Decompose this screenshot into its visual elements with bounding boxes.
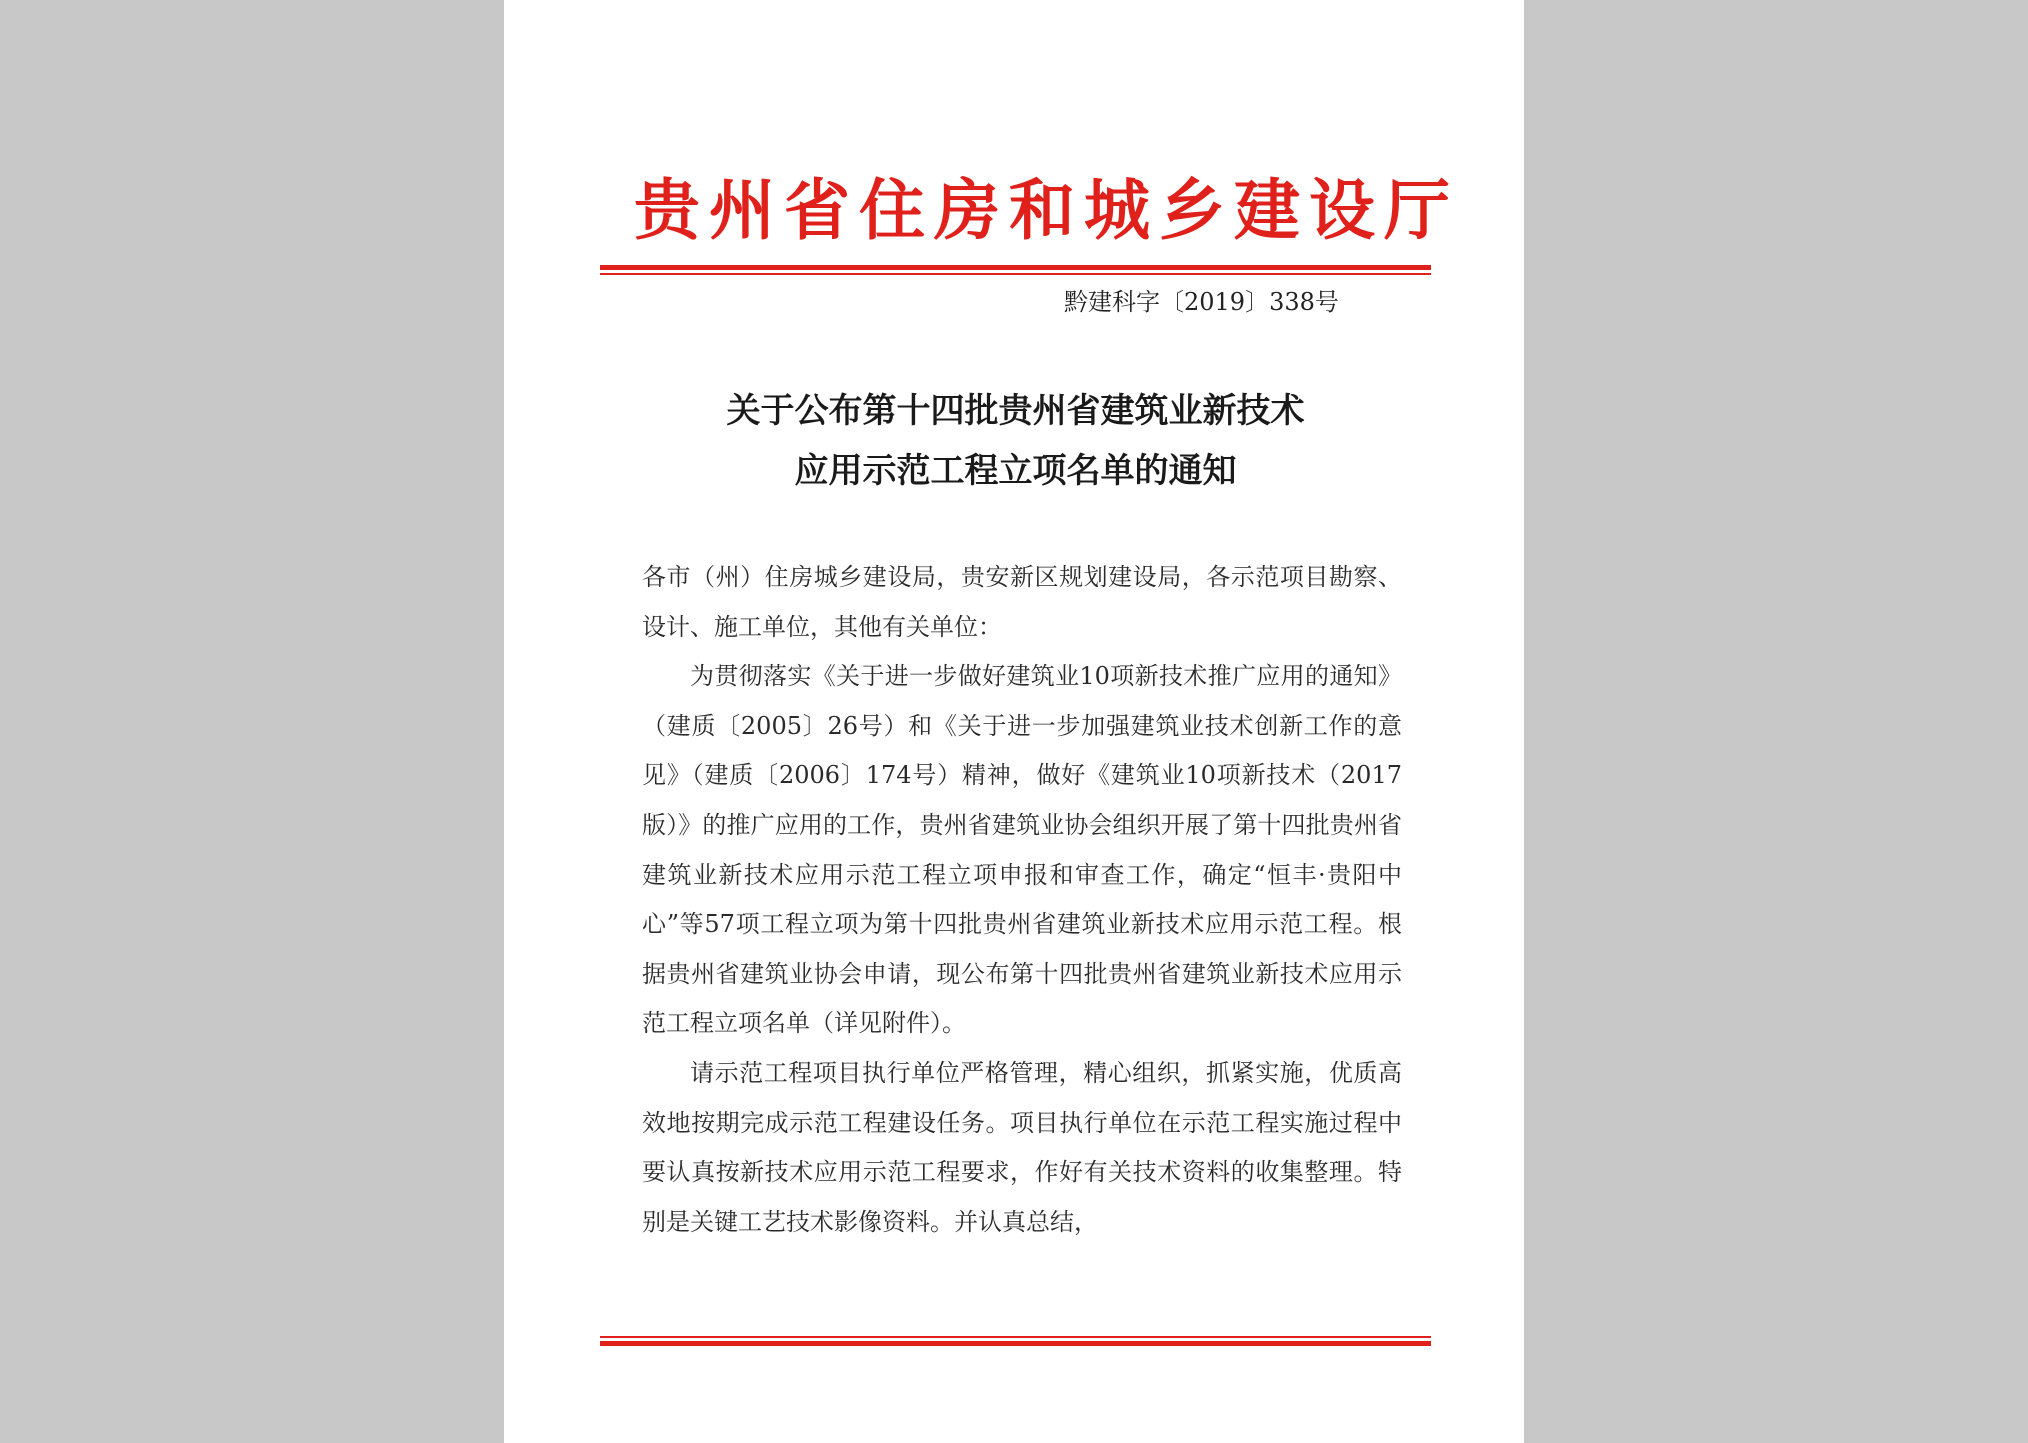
- title-line-1: 关于公布第十四批贵州省建筑业新技术: [726, 391, 1305, 431]
- document-title: [600, 381, 1431, 501]
- document-body: [642, 553, 1402, 1247]
- document-page: [504, 0, 1524, 1443]
- footer-red-rule-thin: [600, 1336, 1431, 1338]
- addressee: 各市（州）住房城乡建设局，贵安新区规划建设局，各示范项目勘察、设计、施工单位，其他有关单位：: [642, 563, 1402, 641]
- document-number: 黔建科字〔2019〕338号: [1064, 288, 1339, 316]
- header-red-rule-thick: [600, 265, 1431, 270]
- body-paragraph-2: 请示范工程项目执行单位严格管理，精心组织，抓紧实施，优质高效地按期完成示范工程建设任务。项目执行单位在示范工程实施过程中要认真按新技术应用示范工程要求，作好有关技术资料的收集整理。特别是关键工艺技术影像资料。并认真总结，: [642, 1058, 1402, 1236]
- footer-red-rule-thick: [600, 1341, 1431, 1346]
- issuer-header: 贵州省住房和城乡建设厅: [634, 172, 1459, 249]
- title-line-2: 应用示范工程立项名单的通知: [794, 451, 1237, 491]
- header-red-rule-thin: [600, 273, 1431, 275]
- body-paragraph-1: 为贯彻落实《关于进一步做好建筑业10项新技术推广应用的通知》（建质〔2005〕26号）和《关于进一步加强建筑业技术创新工作的意见》（建质〔2006〕174号）精神，做好《建筑业10项新技术（2017版）》的推广应用的工作，贵州省建筑业协会组织开展了第十四批贵州省建筑业新技术应用示范工程立项申报和审查工作，确定“恒丰·贵阳中心”等57项工程立项为第十四批贵州省建筑业新技术应用示范工程。根据贵州省建筑业协会申请，现公布第十四批贵州省建筑业新技术应用示范工程立项名单（详见附件）。: [642, 662, 1402, 1038]
